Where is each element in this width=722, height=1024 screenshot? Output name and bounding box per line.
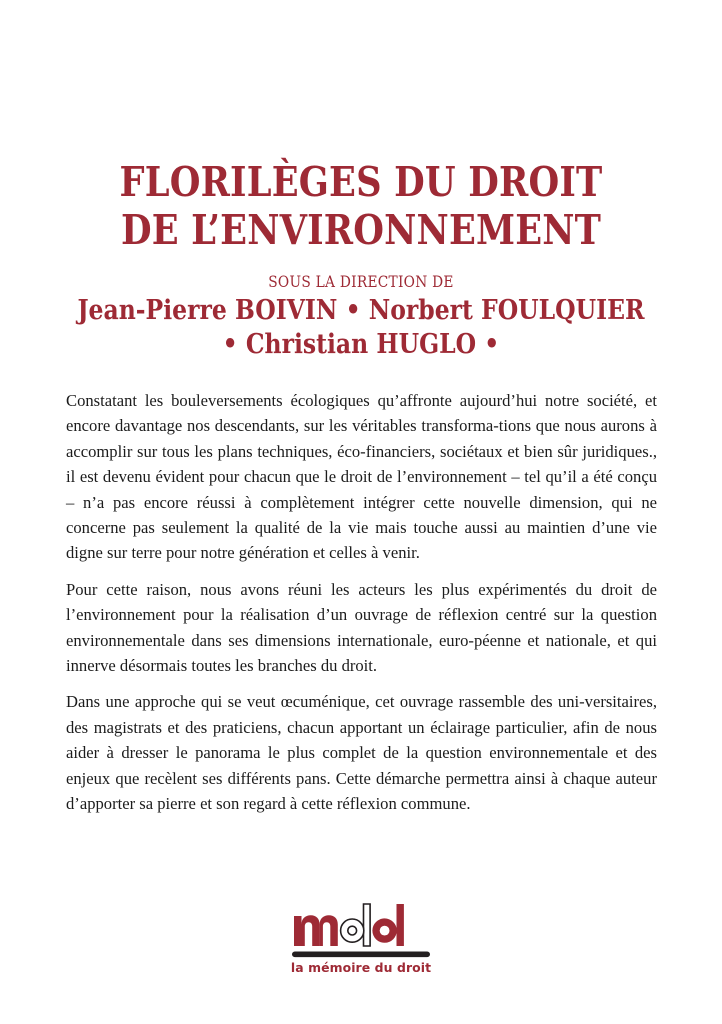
paragraph: Constatant les bouleversements écologiques qu’affronte aujourd’hui notre société, et encore davantage nos descendants, sur les véritables transforma-tions que nous aurons à accomplir sur tous les plans techniques, éco-financiers, sociétaux et bien sûr juridiques., il est devenu évident pour chacun que le droit de l’environnement – tel qu’il a été conçu – n’a pas encore réussi à complètement intégrer cette nouvelle dimension, qui ne concerne pas seulement la qualité de la vie mais touche aussi au maintien d’une vie digne sur terre pour notre génération et celles à venir. [66, 391, 657, 563]
logo-divider-bar [292, 952, 430, 958]
page-title [0, 158, 722, 254]
blurb-text [66, 388, 657, 817]
publisher-tagline: la mémoire du droit [290, 960, 432, 975]
direction-label: SOUS LA DIRECTION DE [268, 272, 454, 291]
authors-block [0, 294, 722, 362]
mdd-logo-icon [286, 902, 436, 958]
title-line-1: FLORILÈGES DU DROIT [119, 158, 603, 206]
publisher-logo-inner [286, 902, 436, 975]
authors-line-1: Jean-Pierre BOIVIN • Norbert FOULQUIER [77, 295, 645, 326]
title-line-2: DE L’ENVIRONNEMENT [120, 206, 602, 254]
paragraph: Dans une approche qui se veut œcuménique, cet ouvrage rassemble des uni-versitaires, des magistrats et des praticiens, chacun apportant un éclairage particulier, afin de nous aider à dresser le panorama le plus complet de la question environnementale et des enjeux que recèlent ses différents pans. Cette démarche permettra ainsi à chaque auteur d’apporter sa pierre et son regard à cette réflexion commune. [66, 692, 657, 814]
authors-line-2: • Christian HUGLO • [222, 329, 500, 360]
paragraph: Pour cette raison, nous avons réuni les acteurs les plus expérimentés du droit de l’environnement pour la réalisation d’un ouvrage de réflexion centré sur la question environnementale dans ses dimensions internationale, euro-péenne et nationale, et qui innerve désormais toutes les branches du droit. [66, 579, 657, 676]
publisher-logo [0, 902, 722, 977]
